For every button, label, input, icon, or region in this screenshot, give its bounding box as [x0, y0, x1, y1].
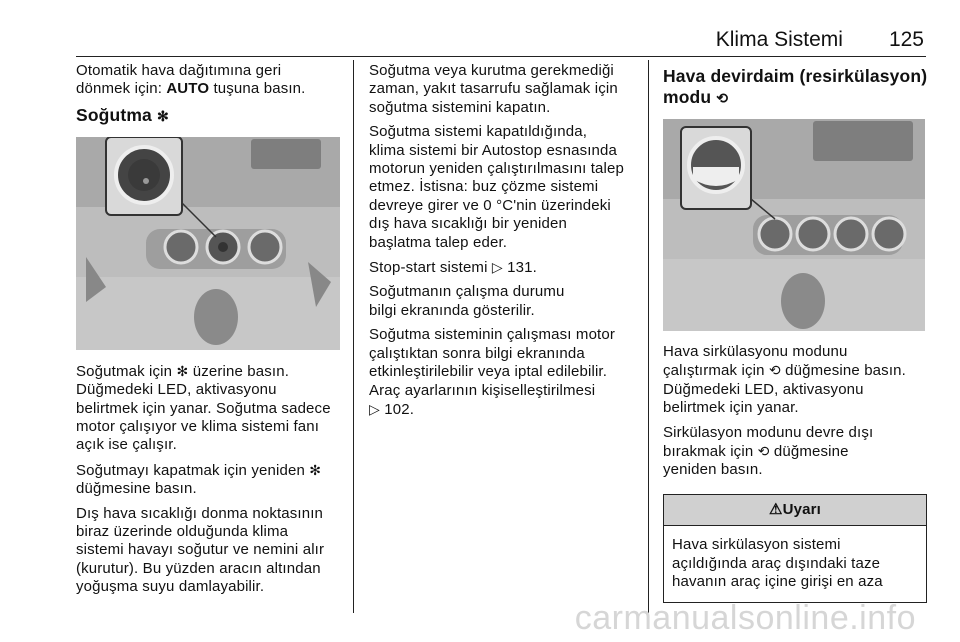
page-reference-icon: ▷ — [491, 259, 503, 276]
warning-triangle-icon: ⚠ — [769, 500, 783, 518]
page-number: 125 — [888, 28, 924, 51]
recirculation-button-photo — [663, 119, 925, 331]
recirculation-paragraph-1: Hava sirkülasyonu modunu çalıştırmak için ⟲ düğmesine basın. Düğmedeki LED, aktivasyonu belirtmek için yanar. — [663, 343, 906, 417]
recirculation-icon: ⟲ — [757, 443, 770, 460]
warning-header — [664, 495, 926, 526]
middle-paragraph-4: Soğutmanın çalışma durumu bilgi ekranında gösterilir. — [369, 283, 565, 319]
right-column — [663, 62, 931, 603]
ac-snowflake-icon: ✻ — [176, 362, 189, 379]
middle-paragraph-2: Soğutma sistemi kapatıldığında, klima sistemi bir Autostop esnasında motorun yeniden çalıştırılmasını talep etmez. İstisna: buz çözme sistemi devreye girer ve 0 °C'nin üzerindeki dış hava sıcaklığı bir yeniden başlatma talep eder. — [369, 123, 624, 251]
cooling-paragraph-2: Soğutmayı kapatmak için yeniden ✻ düğmesine basın. — [76, 461, 322, 498]
header-rule — [76, 56, 926, 57]
cooling-paragraph-1: Soğutmak için ✻ üzerine basın. Düğmedeki LED, aktivasyonu belirtmek için yanar. Soğutma sadece motor çalışıyor ve klima sistemi fanı açık ise çalışır. — [76, 362, 331, 454]
personalisation-reference[interactable]: 102. — [384, 400, 415, 418]
cooling-heading: Soğutma ✻ — [76, 104, 169, 125]
recirculation-heading: Hava devirdaim (resirkülasyon) modu ⟲ — [663, 66, 928, 107]
recirculation-icon: ⟲ — [768, 362, 781, 379]
column-divider-2 — [648, 60, 649, 613]
column-divider-1 — [353, 60, 354, 613]
ac-snowflake-icon: ✻ — [309, 461, 322, 478]
ac-snowflake-icon: ✻ — [156, 107, 169, 124]
auto-key: AUTO — [166, 80, 210, 98]
page-header — [716, 28, 924, 52]
middle-column — [369, 62, 639, 425]
stop-start-reference[interactable]: Stop-start sistemi ▷ 131. — [369, 259, 537, 277]
cooling-paragraph-3: Dış hava sıcaklığı donma noktasının biraz üzerinde olduğunda klima sistemi havayı soğutur ve nemini alır (kurutur). Bu yüzden aracın altından yoğuşma suyu damlayabilir. — [76, 504, 325, 596]
left-column — [76, 62, 344, 603]
recirculation-paragraph-2: Sirkülasyon modunu devre dışı bırakmak için ⟲ düğmesine yeniden basın. — [663, 423, 874, 479]
middle-paragraph-1: Soğutma veya kurutma gerekmediği zaman, yakıt tasarrufu sağlamak için soğutma sistemini kapatın. — [369, 62, 618, 116]
section-title: Klima Sistemi — [715, 28, 843, 51]
middle-paragraph-5: Soğutma sisteminin çalışması motor çalıştıktan sonra bilgi ekranında etkinleştirilebilir veya iptal edilebilir. Araç ayarlarının kişiselleştirilmesi ▷ 102. — [369, 326, 616, 418]
cooling-button-photo — [76, 137, 340, 350]
warning-title: Uyarı — [782, 500, 821, 518]
warning-box — [663, 494, 927, 603]
watermark: carmanualsonline.info — [574, 599, 916, 637]
page-reference-icon: ▷ — [369, 400, 380, 417]
recirculation-icon: ⟲ — [716, 90, 729, 106]
intro-paragraph: Otomatik hava dağıtımına geri dönmek için: AUTO tuşuna basın. — [76, 62, 306, 98]
warning-body: Hava sirkülasyon sistemi açıldığında araç dışındaki taze havanın araç içine girişi en aza — [672, 536, 883, 591]
